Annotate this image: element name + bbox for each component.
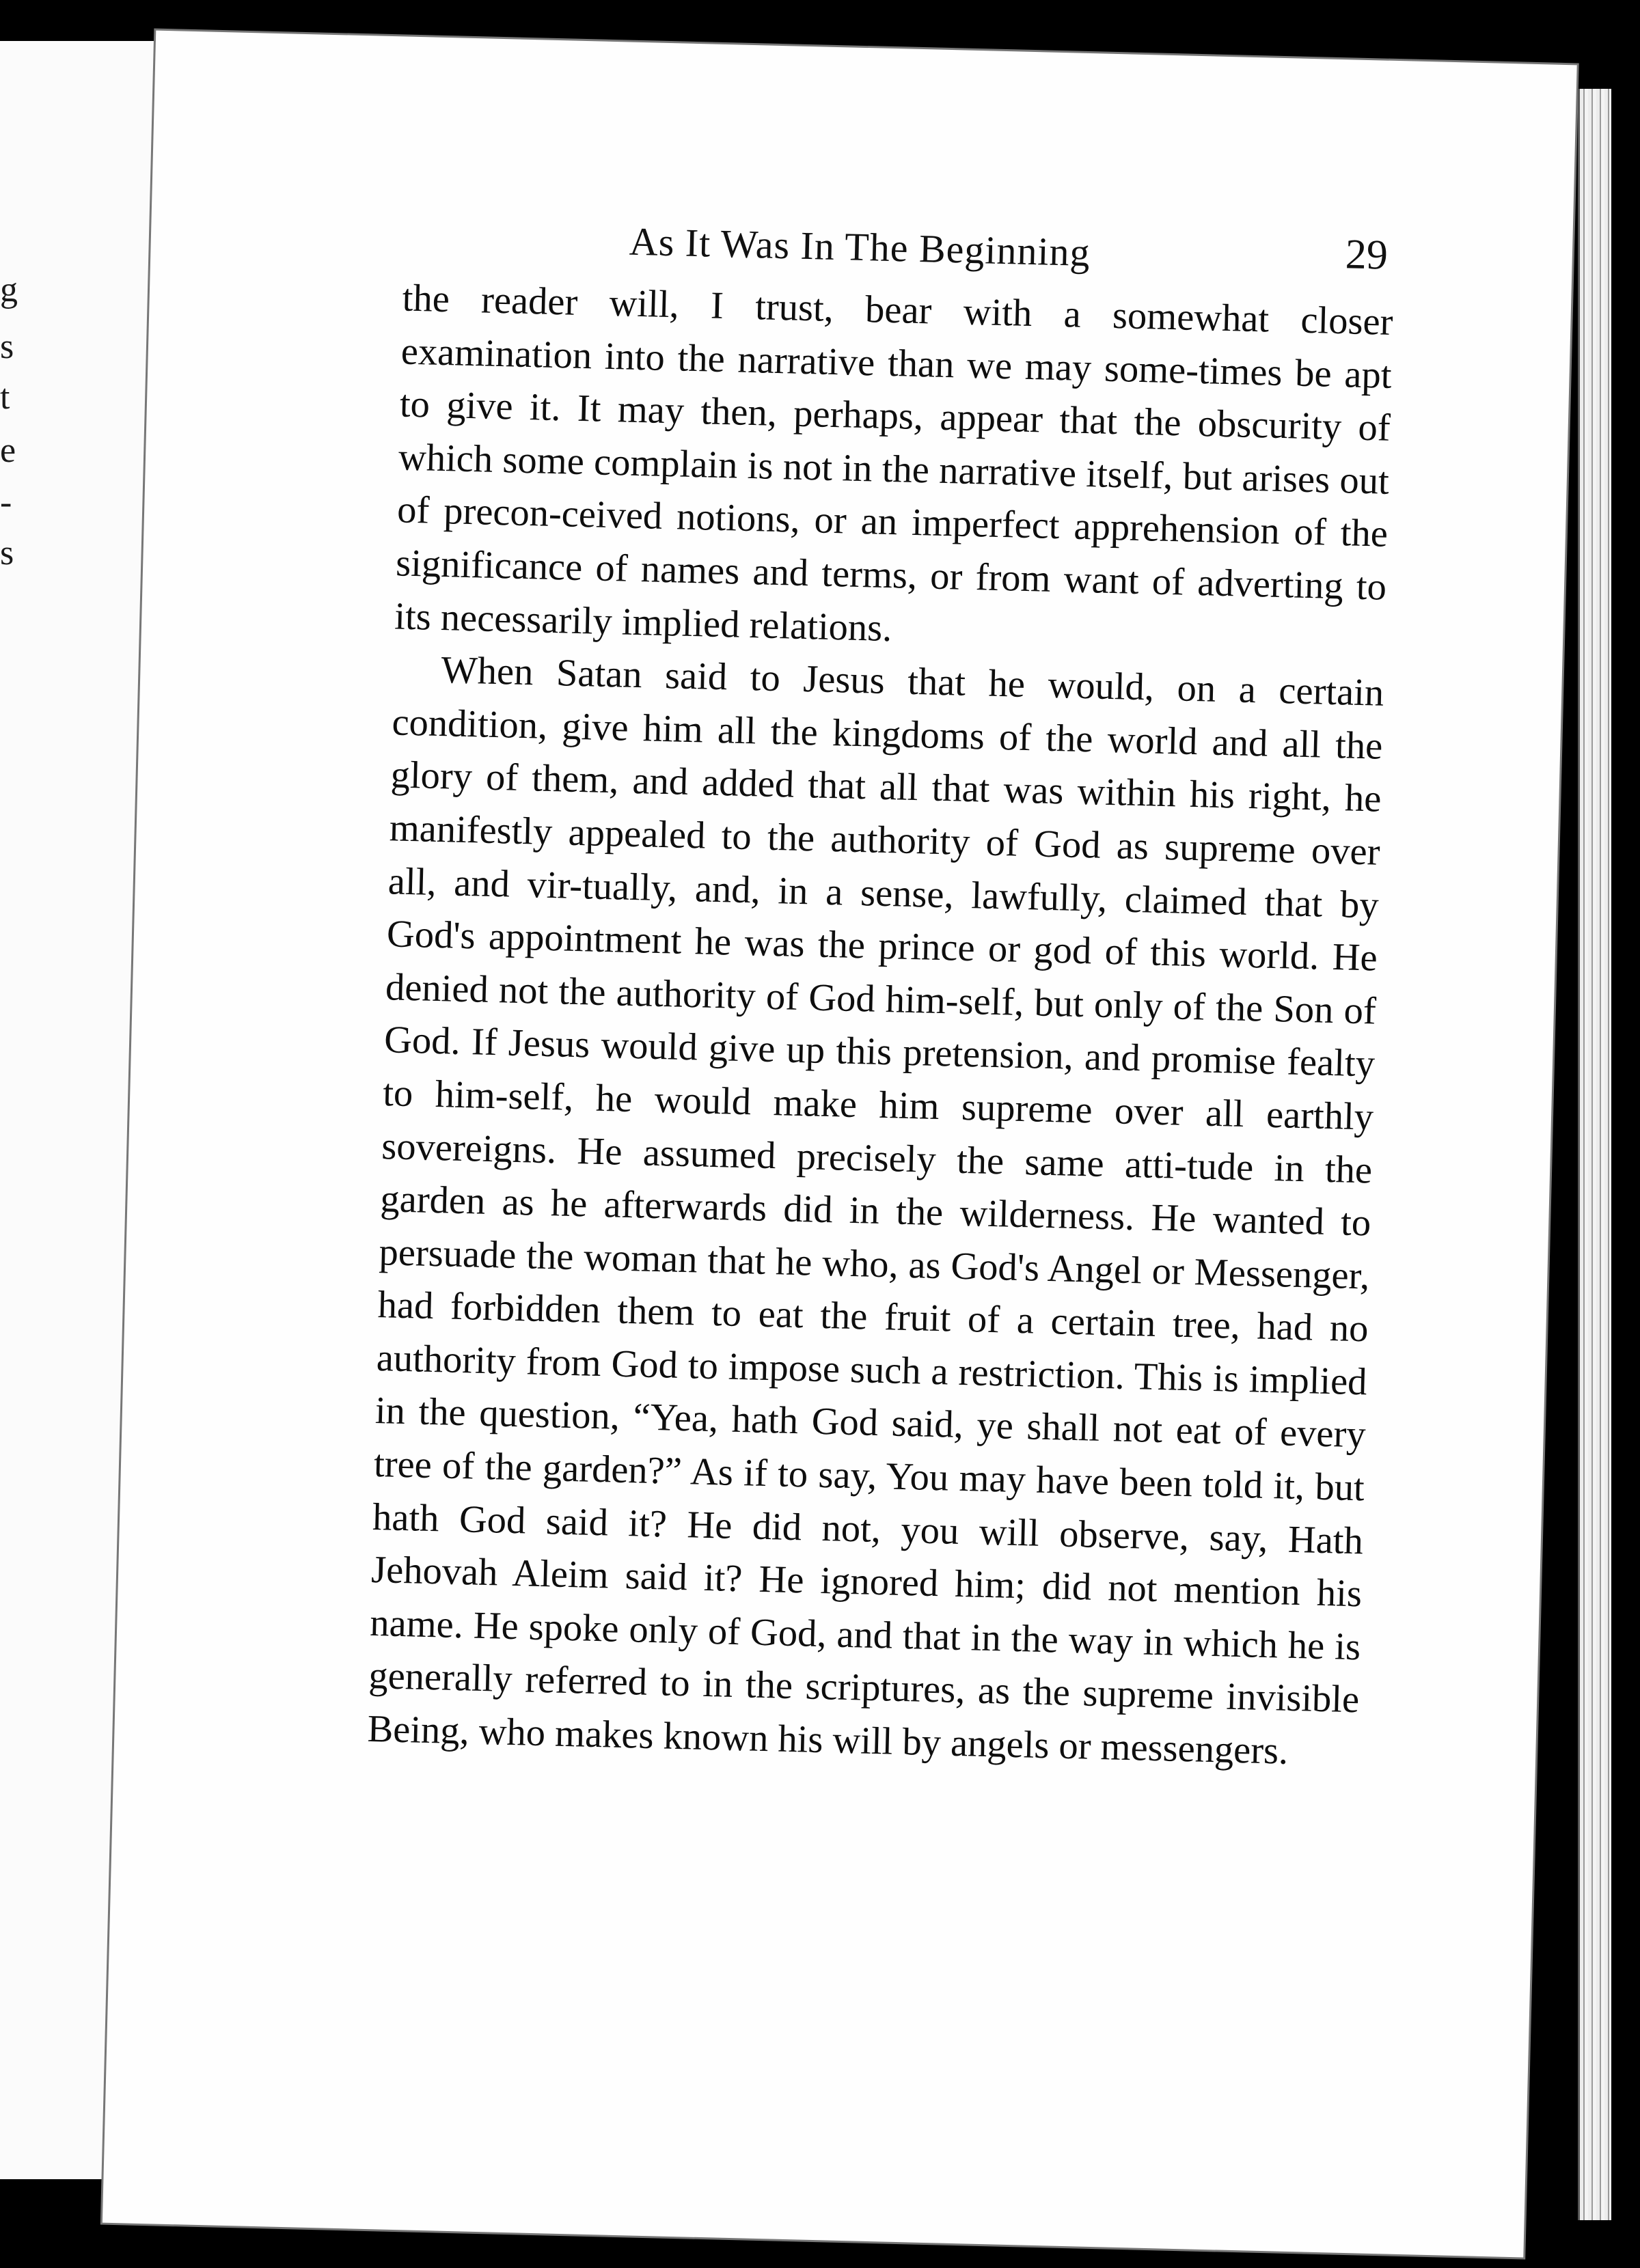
- running-title: As It Was In The Beginning: [629, 219, 1091, 275]
- book-page: [102, 31, 1577, 2258]
- margin-char: e: [0, 431, 16, 470]
- page-stack-edge: [1578, 89, 1611, 2220]
- paragraph: When Satan said to Jesus that he would, on a certain condition, give him all the kingdoms of the world and all the glory of them, and added that all that was within his right, he manifestly appealed to the authority of God as supreme over all, and vir-tually, and, in a sense, lawfully, claimed that by God's appointment he was the prince or god of this world. He denied not the authority of God him-self, but only of the Son of God. If Jesus would give up this pretension, and promise fealty to him-self, he would make him supreme over all earthly sovereigns. He assumed precisely the same atti-tude in the garden as he afterwards did in the wilderness. He wanted to persuade the woman that he who, as God's Angel or Messenger, had forbidden them to eat the fruit of a certain tree, had no authority from God to impose such a restriction. This is implied in the question, “Yea, hath God said, ye shall not eat of every tree of the garden?” As if to say, You may have been told it, but hath God said it? He did not, you will observe, say, Hath Jehovah Aleim said it? He ignored him; did not mention his name. He spoke only of God, and that in the way in which he is generally referred to in the scriptures, as the supreme invisible Being, who makes known his will by angels or messengers.: [366, 649, 1384, 1773]
- margin-char: -: [0, 483, 12, 522]
- margin-char: t: [0, 378, 10, 417]
- margin-char: s: [0, 327, 14, 366]
- paragraph: the reader will, I trust, bear with a somewhat closer examination into the narrative than we may some-times be apt to give it. It may then, perhaps, appear that the obscurity of which some complain is not in the narrative itself, but arises out of precon-ceived notions, or an imperfect apprehension of the significance of names and terms, or from want of adverting to its necessarily implied relations.: [394, 277, 1394, 650]
- margin-char: g: [0, 271, 18, 309]
- body-text: [367, 273, 1394, 1780]
- page-number: 29: [1344, 231, 1389, 279]
- margin-char: s: [0, 534, 14, 572]
